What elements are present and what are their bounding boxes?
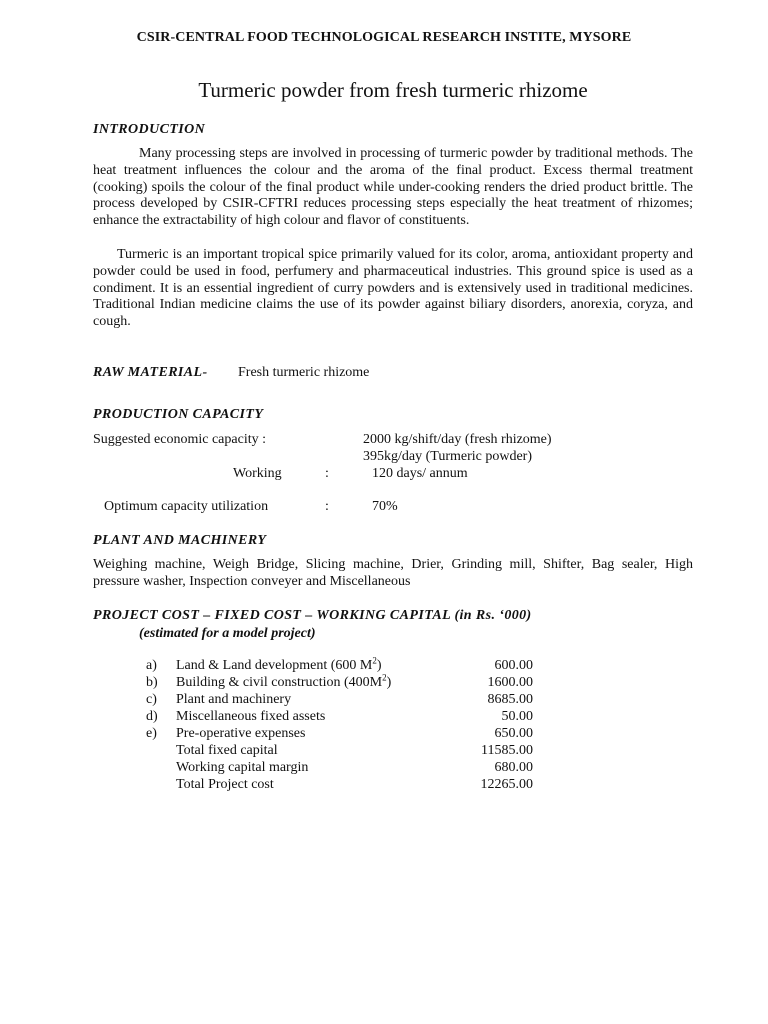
cost-item-name: [176, 743, 278, 759]
cost-item-label: d): [146, 709, 158, 724]
cost-item-name-tail: ): [386, 675, 392, 690]
cost-item-name-tail: ): [376, 658, 382, 673]
project-cost-heading: PROJECT COST – FIXED COST – WORKING CAPITAL (in Rs. ‘000): [93, 608, 532, 623]
cost-item-name-text: Land & Land development (600 M: [176, 658, 373, 673]
cost-item-label: c): [146, 692, 157, 707]
cost-item-name: [176, 655, 382, 674]
introduction-paragraph-2: [93, 247, 693, 331]
working-label: Working: [233, 466, 282, 481]
optimum-capacity-value: 70%: [372, 499, 398, 514]
optimum-capacity-colon: :: [325, 499, 329, 514]
production-capacity-heading: PRODUCTION CAPACITY: [93, 407, 264, 422]
cost-item-label: a): [146, 658, 157, 673]
cost-item-name-text: Plant and machinery: [176, 692, 292, 707]
cost-item-name: [176, 692, 291, 708]
introduction-heading: INTRODUCTION: [93, 122, 206, 137]
introduction-paragraph-2-text: Turmeric is an important tropical spice primarily valued for its color, aroma, antioxidant property and powder could be used in food, perfumery and pharmaceutical industries. This ground spice is used as a condiment. It is an essential ingredient of curry powders and is extensively used in traditional medicines. Traditional Indian medicine claims the use of its powder against biliary disorders, anorexia, coryza, and cough.: [93, 247, 693, 330]
cost-item-name-text: Pre-operative expenses: [176, 726, 306, 741]
cost-item-name: [176, 672, 392, 691]
plant-machinery-text: Weighing machine, Weigh Bridge, Slicing machine, Drier, Grinding mill, Shifter, Bag sealer, High pressure washer, Inspection conveyer and Miscellaneous: [93, 557, 693, 589]
cost-item-value: 1600.00: [487, 675, 533, 690]
raw-material-value: Fresh turmeric rhizome: [238, 365, 370, 380]
cost-item-name-text: Miscellaneous fixed assets: [176, 709, 326, 724]
introduction-paragraph-1: [93, 146, 693, 230]
cost-item-value: 50.00: [501, 709, 533, 724]
cost-item-value: 12265.00: [480, 777, 533, 792]
optimum-capacity-label: Optimum capacity utilization: [104, 499, 269, 514]
cost-item-value: 650.00: [494, 726, 533, 741]
suggested-capacity-value-2: 395kg/day (Turmeric powder): [363, 449, 533, 464]
introduction-paragraph-1-text: Many processing steps are involved in processing of turmeric powder by traditional methods. The heat treatment influences the colour and the aroma of the final product. Excess thermal treatment (cooking) spoils the colour of the final product while under-cooking renders the dried product brittle. The process developed by CSIR-CFTRI reduces processing steps especially the heat treatment of rhizomes; enhance the extractability of high colour and flavor of constituents.: [93, 146, 693, 229]
working-colon: :: [325, 466, 329, 481]
cost-row: [0, 760, 768, 777]
suggested-capacity-value-1: 2000 kg/shift/day (fresh rhizome): [363, 432, 552, 447]
cost-item-name-text: Building & civil construction (400M: [176, 675, 383, 690]
project-cost-subheading: (estimated for a model project): [139, 626, 316, 641]
cost-item-superscript: 2: [382, 672, 387, 683]
cost-item-value: 680.00: [494, 760, 533, 775]
cost-item-name: [176, 760, 308, 776]
working-value: 120 days/ annum: [372, 466, 468, 481]
cost-item-name-text: Total fixed capital: [176, 743, 278, 758]
raw-material-heading: RAW MATERIAL-: [93, 365, 208, 380]
cost-item-superscript: 2: [372, 655, 377, 666]
suggested-capacity-label: Suggested economic capacity :: [93, 432, 266, 447]
cost-row: [0, 726, 768, 743]
cost-item-value: 11585.00: [481, 743, 533, 758]
document-header: CSIR-CENTRAL FOOD TECHNOLOGICAL RESEARCH INSTITE, MYSORE: [136, 30, 632, 45]
cost-row: [0, 777, 768, 794]
cost-item-name-text: Total Project cost: [176, 777, 274, 792]
cost-row: [0, 743, 768, 760]
plant-machinery-heading: PLANT AND MACHINERY: [93, 533, 267, 548]
cost-item-label: b): [146, 675, 158, 690]
cost-item-value: 8685.00: [487, 692, 533, 707]
cost-item-label: e): [146, 726, 157, 741]
cost-item-name-text: Working capital margin: [176, 760, 309, 775]
cost-item-value: 600.00: [494, 658, 533, 673]
cost-item-name: [176, 726, 305, 742]
cost-row: [0, 672, 768, 692]
cost-item-name: [176, 777, 274, 793]
cost-row: [0, 709, 768, 726]
cost-item-name: [176, 709, 325, 725]
page-title: Turmeric powder from fresh turmeric rhizome: [198, 78, 588, 102]
cost-row: [0, 692, 768, 709]
